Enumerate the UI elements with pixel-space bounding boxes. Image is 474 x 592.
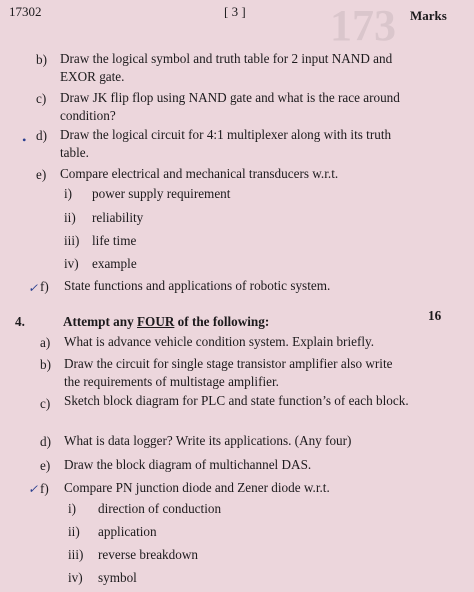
q4-f-sub3-text: reverse breakdown	[98, 547, 198, 562]
item-e-sub4-text: example	[92, 256, 137, 271]
q4-f-sub1-label: i)	[68, 501, 77, 516]
question-heading-keyword: FOUR	[137, 314, 175, 329]
paper-code: 17302	[9, 4, 42, 19]
item-b-text: Draw the logical symbol and truth table for 2 input NAND and EXOR gate.	[60, 51, 393, 84]
bleed-through: 173	[330, 1, 396, 50]
q4-f-sub4-text: symbol	[98, 570, 137, 585]
item-c-text: Draw JK flip flop using NAND gate and what is the race around condition?	[60, 90, 400, 123]
q4-f-label: f)	[40, 481, 49, 496]
q4-d-text: What is data logger? Write its applications. (Any four)	[64, 433, 352, 448]
item-e-sub1-text: power supply requirement	[92, 186, 231, 201]
item-e-sub3-label: iii)	[64, 233, 80, 248]
question-marks: 16	[428, 308, 442, 323]
item-d-label: d)	[36, 128, 47, 143]
marks-header: Marks	[410, 8, 447, 23]
q4-f-sub4-label: iv)	[68, 570, 83, 585]
item-e-sub2-text: reliability	[92, 210, 144, 225]
item-b-label: b)	[36, 52, 47, 67]
q4-e-label: e)	[40, 458, 51, 473]
q4-f-sub3-label: iii)	[68, 547, 84, 562]
q4-f-sub1-text: direction of conduction	[98, 501, 222, 516]
item-d-text: Draw the logical circuit for 4:1 multiplexer along with its truth table.	[60, 127, 392, 160]
item-e-sub2-label: ii)	[64, 210, 76, 225]
question-number: 4.	[15, 314, 25, 329]
question-heading-pre: Attempt any	[63, 314, 137, 329]
q4-a-text: What is advance vehicle condition system. Explain briefly.	[64, 334, 375, 349]
q4-f-text: Compare PN junction diode and Zener diode w.r.t.	[64, 480, 330, 495]
pen-check-mark: ✓	[28, 281, 39, 295]
pen-check-mark-2: ✓	[28, 482, 39, 496]
q4-c-text: Sketch block diagram for PLC and state function’s of each block.	[64, 393, 409, 408]
q4-b-text: Draw the circuit for single stage transistor amplifier also write the requirements of multistage amplifier.	[64, 356, 393, 389]
q4-c-label: c)	[40, 396, 51, 411]
item-f-text: State functions and applications of robotic system.	[64, 278, 331, 293]
q4-f-sub2-text: application	[98, 524, 157, 539]
item-e-sub1-label: i)	[64, 186, 73, 201]
q4-e-text: Draw the block diagram of multichannel DAS.	[64, 457, 312, 472]
q4-a-label: a)	[40, 335, 51, 350]
item-f-label: f)	[40, 279, 49, 294]
item-e-sub3-text: life time	[92, 233, 137, 248]
item-e-label: e)	[36, 167, 47, 182]
pen-dot-mark: •	[22, 133, 27, 147]
question-heading	[63, 314, 269, 330]
question-heading-post: of the following:	[174, 314, 270, 329]
q4-d-label: d)	[40, 434, 51, 449]
q4-b-label: b)	[40, 357, 51, 372]
page-number: [ 3 ]	[224, 4, 246, 19]
q4-f-sub2-label: ii)	[68, 524, 80, 539]
item-e-text: Compare electrical and mechanical transducers w.r.t.	[60, 166, 339, 181]
item-c-label: c)	[36, 91, 47, 106]
item-e-sub4-label: iv)	[64, 256, 79, 271]
